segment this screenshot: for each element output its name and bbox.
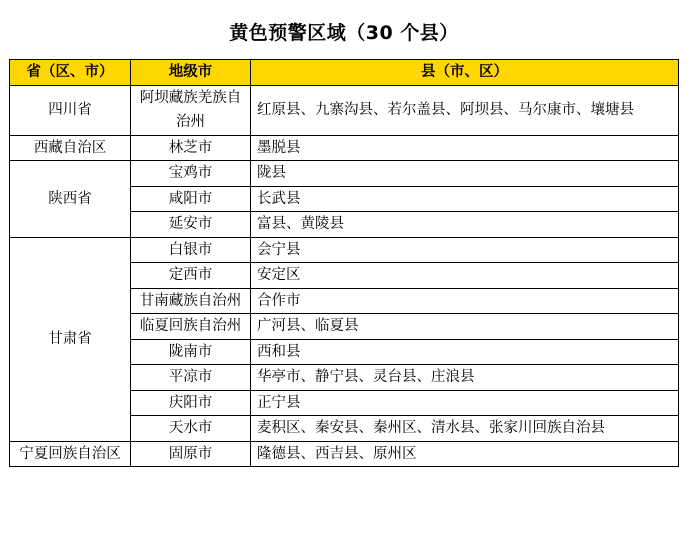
- city-cell: 平凉市: [131, 365, 251, 391]
- county-cell: 麦积区、秦安县、秦州区、清水县、张家川回族自治县: [251, 416, 679, 442]
- county-cell: 正宁县: [251, 390, 679, 416]
- city-cell: 甘南藏族自治州: [131, 288, 251, 314]
- page-title: 黄色预警区域（30 个县）: [229, 22, 459, 44]
- city-cell: 白银市: [131, 237, 251, 263]
- county-cell: 华亭市、静宁县、灵台县、庄浪县: [251, 365, 679, 391]
- county-cell: 安定区: [251, 263, 679, 289]
- county-cell: 红原县、九寨沟县、若尔盖县、阿坝县、马尔康市、壤塘县: [251, 85, 679, 135]
- city-cell: 阿坝藏族羌族自治州: [131, 85, 251, 135]
- county-cell: 长武县: [251, 186, 679, 212]
- city-cell: 林芝市: [131, 135, 251, 161]
- city-cell: 定西市: [131, 263, 251, 289]
- city-cell: 天水市: [131, 416, 251, 442]
- header-city: 地级市: [131, 60, 251, 86]
- warning-region-table: [9, 59, 679, 467]
- county-cell: 广河县、临夏县: [251, 314, 679, 340]
- table-row: [10, 135, 679, 161]
- county-cell: 合作市: [251, 288, 679, 314]
- city-cell: 陇南市: [131, 339, 251, 365]
- province-cell: 甘肃省: [10, 237, 131, 441]
- table-header-row: [10, 60, 679, 86]
- county-cell: 西和县: [251, 339, 679, 365]
- county-cell: 富县、黄陵县: [251, 212, 679, 238]
- city-cell: 庆阳市: [131, 390, 251, 416]
- table-row: [10, 161, 679, 187]
- city-cell: 延安市: [131, 212, 251, 238]
- province-cell: 西藏自治区: [10, 135, 131, 161]
- city-cell: 咸阳市: [131, 186, 251, 212]
- province-cell: 四川省: [10, 85, 131, 135]
- province-cell: 宁夏回族自治区: [10, 441, 131, 467]
- header-province: 省（区、市）: [10, 60, 131, 86]
- table-row: [10, 85, 679, 135]
- county-cell: 陇县: [251, 161, 679, 187]
- province-cell: 陕西省: [10, 161, 131, 238]
- city-cell: 固原市: [131, 441, 251, 467]
- city-cell: 宝鸡市: [131, 161, 251, 187]
- county-cell: 墨脱县: [251, 135, 679, 161]
- table-row: [10, 237, 679, 263]
- county-cell: 隆德县、西吉县、原州区: [251, 441, 679, 467]
- table-row: [10, 441, 679, 467]
- county-cell: 会宁县: [251, 237, 679, 263]
- header-county: 县（市、区）: [251, 60, 679, 86]
- city-cell: 临夏回族自治州: [131, 314, 251, 340]
